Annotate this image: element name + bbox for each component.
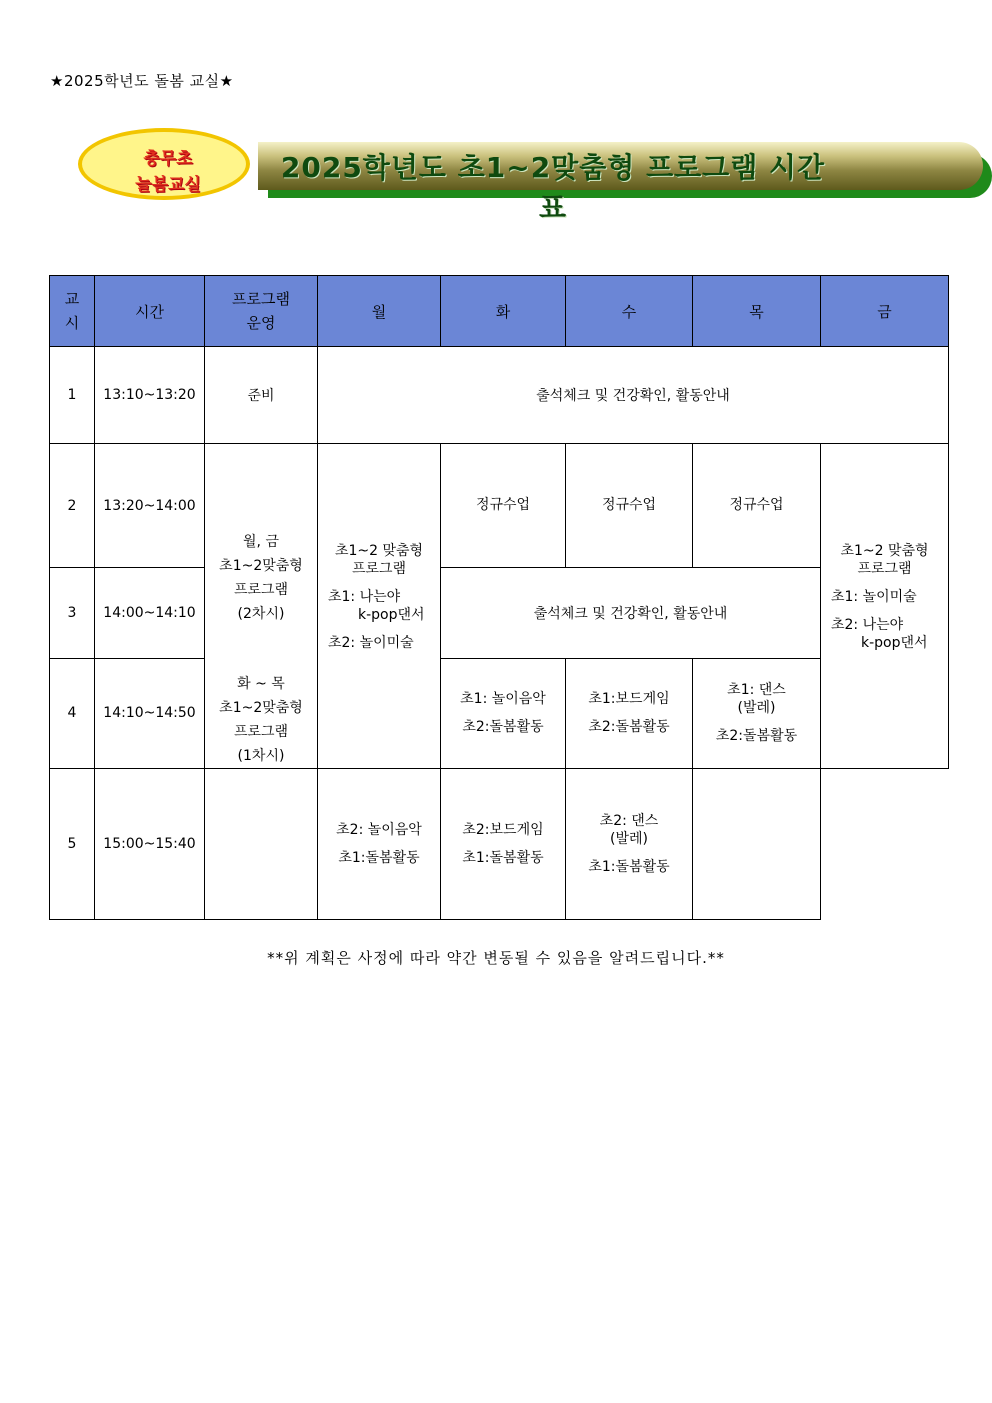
wed-cell (566, 658, 693, 768)
mon-item: 초1: 나는야 (328, 589, 401, 605)
header-wed: 수 (566, 276, 693, 347)
table-row (50, 568, 949, 659)
period-cell: 3 (50, 568, 95, 659)
fri-item: k-pop댄서 (861, 635, 928, 651)
time-cell: 13:20~14:00 (95, 444, 205, 568)
spacer (693, 717, 820, 727)
period-cell: 4 (50, 658, 95, 768)
activity-line: 초2:돌봄활동 (588, 719, 670, 736)
mon-title: 초1~2 맞춤형 (334, 543, 424, 559)
header-time: 시간 (95, 276, 205, 347)
period-cell: 5 (50, 769, 95, 920)
mon-title: 프로그램 (351, 561, 407, 577)
program-line: 초1~2맞춤형 (219, 700, 303, 716)
program-cell: 준비 (205, 347, 318, 444)
header-period-line1: 교 (64, 290, 80, 308)
mon-merged-cell (318, 444, 441, 769)
time-cell: 13:10~13:20 (95, 347, 205, 444)
program-line: 월, 금 (243, 534, 279, 550)
program-line: (2차시) (237, 606, 285, 622)
table-row (50, 347, 949, 444)
program-line: 화 ~ 목 (237, 676, 285, 692)
spacer (566, 848, 692, 858)
activity-line: 초2:돌봄활동 (462, 719, 544, 736)
program-line: 프로그램 (233, 724, 289, 740)
tue-cell: 정규수업 (441, 444, 566, 568)
time-cell: 14:10~14:50 (95, 658, 205, 768)
header-period-line2: 시 (64, 314, 80, 332)
mon-items (318, 588, 440, 652)
program-line: 프로그램 (233, 582, 289, 598)
spacer (205, 626, 317, 672)
mon-item: k-pop댄서 (358, 607, 425, 623)
period-cell: 1 (50, 347, 95, 444)
fri-title: 프로그램 (857, 561, 912, 577)
fri-merged-cell (821, 444, 949, 769)
activity-line: 초2: 댄스 (599, 813, 659, 829)
table-row (50, 769, 949, 920)
fri-title: 초1~2 맞춤형 (840, 543, 929, 559)
table-row (50, 444, 949, 568)
activity-line: 초1:돌봄활동 (588, 859, 670, 875)
thu-cell: 정규수업 (693, 444, 821, 568)
spacer (566, 708, 692, 718)
activity-line: 초1:돌봄활동 (338, 850, 420, 866)
all-days-cell: 출석체크 및 건강확인, 활동안내 (318, 347, 949, 444)
badge-school-name: 충무초 (143, 149, 193, 169)
header-tue: 화 (441, 276, 566, 347)
fri-items (821, 588, 948, 652)
activity-line: 초2:보드게임 (462, 822, 544, 838)
activity-line: 초2:돌봄활동 (715, 728, 798, 745)
fri-cell (693, 769, 821, 920)
tue-cell (441, 658, 566, 768)
activity-line: (발레) (737, 700, 776, 717)
wed-cell (441, 769, 566, 920)
wed-cell: 정규수업 (566, 444, 693, 568)
header-thu: 목 (693, 276, 821, 347)
page-title: 2025학년도 초1~2맞춤형 프로그램 시간표 (280, 151, 826, 224)
activity-line: 초1: 댄스 (727, 682, 786, 699)
activity-line: 초1:돌봄활동 (462, 850, 544, 866)
title-banner (78, 128, 918, 224)
time-cell: 15:00~15:40 (95, 769, 205, 920)
activity-line: (발레) (610, 831, 648, 847)
tue-cell (318, 769, 441, 920)
school-badge (78, 128, 250, 200)
header-fri: 금 (821, 276, 949, 347)
header-program-line2: 운영 (246, 314, 276, 332)
time-cell: 14:00~14:10 (95, 568, 205, 659)
program-line: (1차시) (237, 748, 285, 764)
table-row (50, 658, 949, 768)
thu-cell (693, 658, 821, 768)
spacer (318, 578, 440, 588)
spacer (441, 839, 565, 849)
header-note: ★2025학년도 돌봄 교실★ (50, 72, 234, 90)
spacer (821, 578, 948, 588)
spacer (831, 606, 948, 616)
activity-line: 초1: 놀이음악 (460, 691, 546, 708)
program-merged-cell (205, 444, 318, 769)
mon-item: 초2: 놀이미술 (328, 635, 414, 651)
spacer (441, 708, 565, 718)
mon-cell (205, 769, 318, 920)
fri-item: 초1: 놀이미술 (831, 589, 917, 605)
header-mon: 월 (318, 276, 441, 347)
header-program-line1: 프로그램 (232, 290, 290, 308)
spacer (328, 624, 440, 634)
period-cell: 2 (50, 444, 95, 568)
spacer (318, 839, 440, 849)
activity-line: 초2: 놀이음악 (336, 822, 422, 838)
fri-item: 초2: 나는야 (831, 617, 904, 633)
thu-cell (566, 769, 693, 920)
schedule-table (49, 275, 949, 920)
program-line: 초1~2맞춤형 (219, 558, 303, 574)
header-row (50, 276, 949, 347)
footer-note: **위 계획은 사정에 따라 약간 변동될 수 있음을 알려드립니다.** (267, 949, 725, 967)
activity-line: 초1:보드게임 (588, 691, 670, 708)
tue-thu-cell: 출석체크 및 건강확인, 활동안내 (441, 568, 821, 659)
badge-program-name: 늘봄교실 (135, 175, 201, 195)
header-period (50, 276, 95, 347)
header-program (205, 276, 318, 347)
